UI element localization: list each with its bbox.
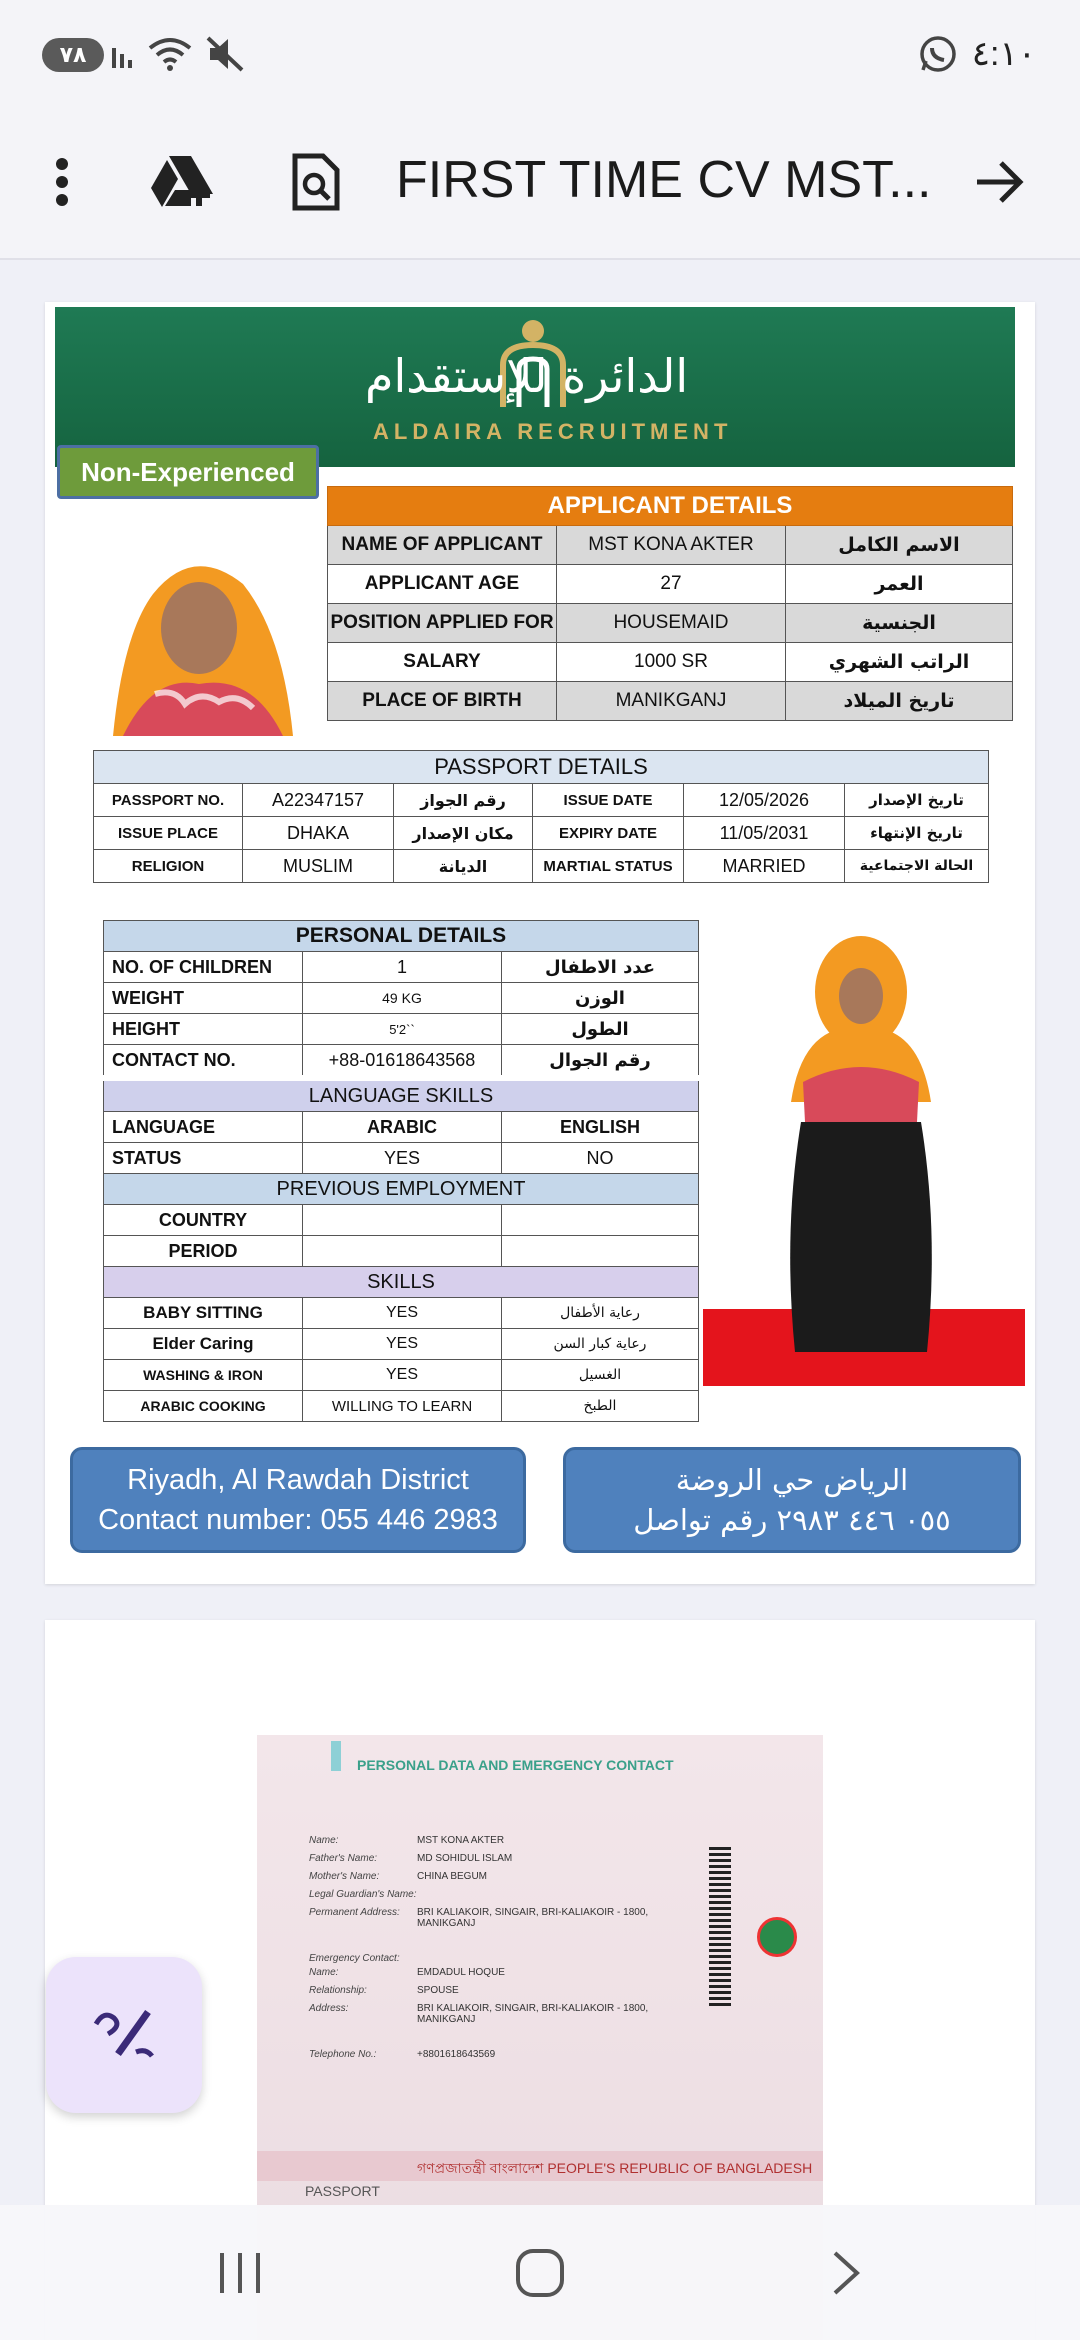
field-value bbox=[303, 1205, 502, 1236]
field-value: A22347157 bbox=[243, 784, 394, 817]
field-label-arabic: تاريخ الميلاد bbox=[786, 682, 1013, 721]
language-col-header: LANGUAGE bbox=[104, 1112, 303, 1143]
table-row bbox=[104, 1112, 699, 1143]
table-row bbox=[104, 1045, 699, 1079]
company-name-english: ALDAIRA RECRUITMENT bbox=[373, 419, 733, 444]
table-row bbox=[94, 850, 989, 883]
table-row bbox=[104, 1205, 699, 1236]
passport-details-table bbox=[93, 750, 989, 883]
status-icons bbox=[112, 36, 246, 76]
company-name-arabic: الدائرة للإستقدام bbox=[365, 349, 689, 403]
more-vert-icon bbox=[55, 157, 69, 212]
top-app-bar bbox=[0, 110, 1080, 260]
recent-apps-icon bbox=[218, 2251, 262, 2300]
field-value: MARRIED bbox=[684, 850, 845, 883]
field-label-arabic: عدد الاطفال bbox=[502, 952, 699, 983]
passport-label: PASSPORT bbox=[305, 2183, 380, 2199]
find-in-document-button[interactable] bbox=[276, 144, 356, 224]
field-value bbox=[502, 1236, 699, 1267]
address-line: Riyadh, Al Rawdah District bbox=[127, 1464, 469, 1496]
system-navigation-bar bbox=[0, 2205, 1080, 2340]
field-label-arabic: مكان الإصدار bbox=[394, 817, 533, 850]
field-label-arabic: الطول bbox=[502, 1014, 699, 1045]
field-value: MUSLIM bbox=[243, 850, 394, 883]
home-button[interactable] bbox=[500, 2245, 580, 2305]
field-value: MST KONA AKTER bbox=[557, 526, 786, 565]
table-row bbox=[328, 682, 1013, 721]
field-label-arabic: تاريخ الإنتهاء bbox=[845, 817, 989, 850]
back-button[interactable] bbox=[806, 2245, 886, 2305]
table-row bbox=[104, 983, 699, 1014]
field-value: HOUSEMAID bbox=[557, 604, 786, 643]
field-label-arabic: الحالة الاجتماعية bbox=[845, 850, 989, 883]
field-value: YES bbox=[303, 1298, 502, 1329]
table-row bbox=[104, 1329, 699, 1360]
language-skills-header: LANGUAGE SKILLS bbox=[104, 1078, 699, 1112]
applicant-portrait bbox=[93, 524, 305, 736]
forward-button[interactable] bbox=[960, 144, 1040, 224]
address-box-english bbox=[70, 1447, 526, 1553]
field-label: EXPIRY DATE bbox=[533, 817, 684, 850]
field-label: POSITION APPLIED FOR bbox=[328, 604, 557, 643]
passport-field-label: Emergency Contact: bbox=[309, 1953, 400, 1964]
field-label-arabic: رعاية الأطفال bbox=[502, 1298, 699, 1329]
field-label-arabic: الراتب الشهري bbox=[786, 643, 1013, 682]
field-label: RELIGION bbox=[94, 850, 243, 883]
field-label: SALARY bbox=[328, 643, 557, 682]
passport-field-value: BRI KALIAKOIR, SINGAIR, BRI-KALIAKOIR - 1800, MANIKGANJ bbox=[417, 1907, 649, 1929]
field-value: 11/05/2031 bbox=[684, 817, 845, 850]
passport-details-header: PASSPORT DETAILS bbox=[94, 751, 989, 784]
language-status-label: STATUS bbox=[104, 1143, 303, 1174]
passport-page-heading: PERSONAL DATA AND EMERGENCY CONTACT bbox=[357, 1757, 674, 1773]
field-value: YES bbox=[303, 1329, 502, 1360]
field-label-arabic: رعاية كبار السن bbox=[502, 1329, 699, 1360]
chevron-right-icon bbox=[831, 2249, 861, 2302]
passport-field-value: MST KONA AKTER bbox=[417, 1835, 505, 1846]
status-bar bbox=[0, 0, 1080, 110]
table-row bbox=[104, 1143, 699, 1174]
field-value: +88-01618643568 bbox=[303, 1045, 502, 1079]
edit-annotate-button[interactable] bbox=[46, 1957, 202, 2113]
skills-header: SKILLS bbox=[104, 1267, 699, 1298]
field-label: COUNTRY bbox=[104, 1205, 303, 1236]
field-label-arabic: الطبخ bbox=[502, 1391, 699, 1422]
passport-field-label: Permanent Address: bbox=[309, 1907, 400, 1918]
arrow-forward-icon bbox=[975, 160, 1025, 209]
passport-field-value: CHINA BEGUM bbox=[417, 1871, 488, 1882]
field-label-arabic: الاسم الكامل bbox=[786, 526, 1013, 565]
field-label: ISSUE DATE bbox=[533, 784, 684, 817]
language-status-value: YES bbox=[303, 1143, 502, 1174]
passport-field-label: Telephone No.: bbox=[309, 2049, 377, 2060]
passport-field-label: Mother's Name: bbox=[309, 1871, 380, 1882]
applicant-details-table bbox=[327, 486, 1013, 721]
field-value: 27 bbox=[557, 565, 786, 604]
applicant-full-photo bbox=[703, 932, 1025, 1386]
field-label: WASHING & IRON bbox=[104, 1360, 303, 1391]
passport-field-value: BRI KALIAKOIR, SINGAIR, BRI-KALIAKOIR - 1800, MANIKGANJ bbox=[417, 2003, 649, 2025]
clock: ٤:١٠ bbox=[971, 35, 1036, 73]
table-row bbox=[104, 1391, 699, 1422]
field-value: YES bbox=[303, 1360, 502, 1391]
field-value: 49 KG bbox=[303, 983, 502, 1014]
language-col-header: ARABIC bbox=[303, 1112, 502, 1143]
bangladesh-seal-icon bbox=[757, 1917, 797, 1957]
draw-pen-icon bbox=[92, 2004, 156, 2067]
language-status-value: NO bbox=[502, 1143, 699, 1174]
document-title: FIRST TIME CV MST... bbox=[396, 151, 932, 209]
passport-field-label: Relationship: bbox=[309, 1985, 367, 1996]
table-row bbox=[104, 1236, 699, 1267]
field-value: 1000 SR bbox=[557, 643, 786, 682]
field-label: PLACE OF BIRTH bbox=[328, 682, 557, 721]
passport-field-label: Address: bbox=[309, 2003, 349, 2014]
add-to-drive-button[interactable] bbox=[142, 144, 222, 224]
table-row bbox=[104, 1014, 699, 1045]
field-label: ISSUE PLACE bbox=[94, 817, 243, 850]
table-row bbox=[328, 643, 1013, 682]
recruitment-banner bbox=[55, 307, 1015, 467]
field-value bbox=[502, 1205, 699, 1236]
whatsapp-icon bbox=[918, 34, 958, 79]
passport-field-value: EMDADUL HOQUE bbox=[417, 1967, 505, 1978]
address-line-arabic: الرياض حي الروضة bbox=[675, 1463, 909, 1497]
passport-field-label: Name: bbox=[309, 1835, 339, 1846]
field-value bbox=[303, 1236, 502, 1267]
table-row bbox=[104, 952, 699, 983]
battery-indicator: ٧٨ bbox=[42, 38, 104, 72]
field-label-arabic: العمر bbox=[786, 565, 1013, 604]
field-label-arabic: تاريخ الإصدار bbox=[845, 784, 989, 817]
find-in-document-icon bbox=[291, 152, 341, 217]
table-row bbox=[328, 526, 1013, 565]
field-label: Elder Caring bbox=[104, 1329, 303, 1360]
passport-field-label: Name: bbox=[309, 1967, 339, 1978]
field-value: DHAKA bbox=[243, 817, 394, 850]
field-label-arabic: رقم الجوال bbox=[502, 1045, 699, 1079]
field-label: NO. OF CHILDREN bbox=[104, 952, 303, 983]
more-options-button[interactable] bbox=[22, 144, 102, 224]
field-label-arabic: رقم الجواز bbox=[394, 784, 533, 817]
country-bangla: গণপ্রজাতন্ত্রী বাংলাদেশ bbox=[417, 2160, 544, 2176]
table-row bbox=[94, 784, 989, 817]
field-label: MARTIAL STATUS bbox=[533, 850, 684, 883]
field-label: HEIGHT bbox=[104, 1014, 303, 1045]
field-label: CONTACT NO. bbox=[104, 1045, 303, 1079]
field-value: WILLING TO LEARN bbox=[303, 1391, 502, 1422]
field-label: APPLICANT AGE bbox=[328, 565, 557, 604]
contact-line-arabic: ٠٥٥ ٤٤٦ ٢٩٨٣ رقم تواصل bbox=[633, 1503, 951, 1537]
field-label: WEIGHT bbox=[104, 983, 303, 1014]
table-row bbox=[104, 1298, 699, 1329]
personal-details-header: PERSONAL DETAILS bbox=[104, 921, 699, 952]
recent-apps-button[interactable] bbox=[200, 2245, 280, 2305]
passport-field-label: Legal Guardian's Name: bbox=[309, 1889, 417, 1900]
field-label-arabic: الوزن bbox=[502, 983, 699, 1014]
field-label-arabic: الغسيل bbox=[502, 1360, 699, 1391]
field-label: BABY SITTING bbox=[104, 1298, 303, 1329]
passport-field-value: SPOUSE bbox=[417, 1985, 459, 1996]
passport-country-name bbox=[417, 2157, 812, 2181]
language-col-header: ENGLISH bbox=[502, 1112, 699, 1143]
field-label-arabic: الديانة bbox=[394, 850, 533, 883]
table-row bbox=[328, 604, 1013, 643]
address-box-arabic bbox=[563, 1447, 1021, 1553]
passport-field-value: MD SOHIDUL ISLAM bbox=[417, 1853, 513, 1864]
field-value: 1 bbox=[303, 952, 502, 983]
field-value: 12/05/2026 bbox=[684, 784, 845, 817]
experience-badge: Non-Experienced bbox=[57, 445, 319, 499]
table-row bbox=[328, 565, 1013, 604]
personal-details-table bbox=[103, 920, 699, 1422]
field-label-arabic: الجنسية bbox=[786, 604, 1013, 643]
add-to-drive-icon bbox=[149, 154, 215, 215]
passport-field-value: +8801618643569 bbox=[417, 2049, 496, 2060]
field-value: MANIKGANJ bbox=[557, 682, 786, 721]
document-page-1 bbox=[45, 302, 1035, 1584]
wifi-icon bbox=[148, 36, 192, 77]
passport-field-label: Father's Name: bbox=[309, 1853, 378, 1864]
home-icon bbox=[515, 2248, 565, 2303]
previous-employment-header: PREVIOUS EMPLOYMENT bbox=[104, 1174, 699, 1205]
country-english: PEOPLE'S REPUBLIC OF BANGLADESH bbox=[547, 2160, 813, 2176]
field-label: NAME OF APPLICANT bbox=[328, 526, 557, 565]
passport-barcode bbox=[709, 1847, 731, 2007]
field-label: ARABIC COOKING bbox=[104, 1391, 303, 1422]
table-row bbox=[94, 817, 989, 850]
field-value: 5'2`` bbox=[303, 1014, 502, 1045]
passport-tab-mark bbox=[331, 1741, 341, 1771]
field-label: PASSPORT NO. bbox=[94, 784, 243, 817]
field-label: PERIOD bbox=[104, 1236, 303, 1267]
mute-icon bbox=[206, 36, 246, 77]
table-row bbox=[104, 1360, 699, 1391]
signal-icon bbox=[112, 40, 134, 73]
applicant-details-header: APPLICANT DETAILS bbox=[328, 487, 1013, 526]
contact-line: Contact number: 055 446 2983 bbox=[98, 1504, 498, 1536]
